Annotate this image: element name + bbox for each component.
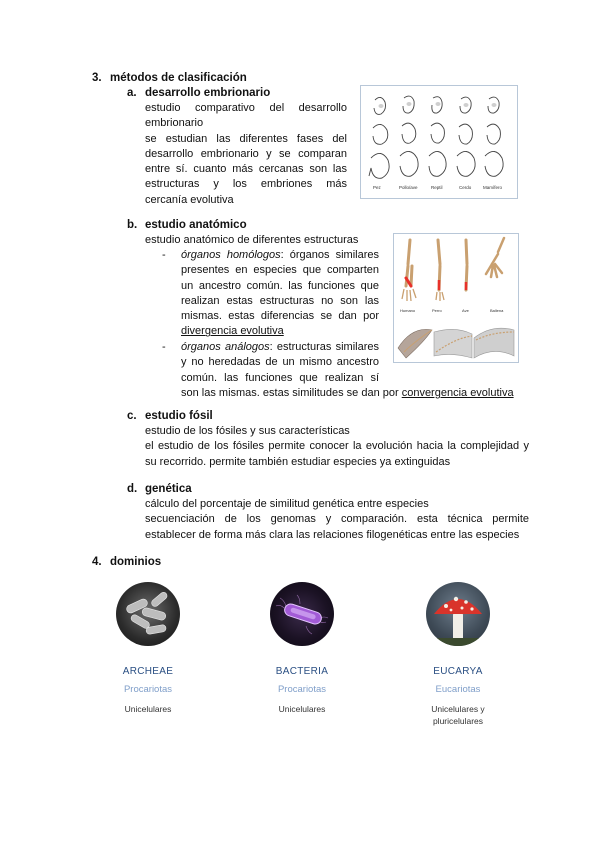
text-line: secuenciación de los genomas y comparación. esta técnica permite [145,513,529,526]
domain-cells [388,703,528,727]
text-line: pluricelulares [432,716,484,726]
bullet-analogos-last-line [181,386,514,401]
domain-type: Procariotas [277,684,327,695]
text-line: desarrollo embrionario y se comparan [145,147,347,160]
domain-name: BACTERIA [275,666,329,677]
text-line [181,340,379,355]
text-line: estudio de los fósiles y sus características [145,425,350,437]
text-line: un ancestro común. las funciones que [181,279,379,292]
text-line: estudio comparativo del desarrollo [145,102,347,114]
subsection-b-letter: b. [127,219,138,231]
embryo-label: Pez [373,185,381,190]
bullet-dash: - [162,341,166,353]
text-line: cálculo del porcentaje de similitud genética entre especies [145,498,429,510]
wing-drawings [394,318,518,362]
subsection-a-body [145,101,347,208]
domain-name: ARCHEAE [122,666,174,677]
section-3-number: 3. [92,72,102,84]
text-line: común. las funciones que realizan sí [181,371,379,384]
bullet-homologos [181,248,379,340]
subsection-c-letter: c. [127,410,137,422]
subsection-a-letter: a. [127,87,137,99]
bacteria-image [270,582,334,646]
limb-label: Perro [432,308,442,313]
text-line: Unicelulares y [431,704,485,714]
analogous-wings-image [393,318,519,363]
limb-label: Humano [400,308,416,313]
text-fragment: : órganos similares [280,249,379,261]
homologous-limbs-image [393,233,519,320]
subsection-c-title: estudio fósil [145,410,213,422]
text-line: presentes en especies que comparten [181,264,379,277]
limb-label: Ave [462,308,469,313]
text-line: se estudian las diferentes fases del [145,132,347,145]
limb-drawings [394,234,518,319]
subsection-a-title: desarrollo embrionario [145,87,271,99]
text-line: cercanía evolutiva [145,193,234,206]
domain-cells: Unicelulares [278,704,326,714]
limb-label: Ballena [490,308,504,313]
archaea-image [116,582,180,646]
subsection-d-body [145,497,529,543]
text-line: su recorrido. permite también estudiar especies ya extinguidas [145,455,451,468]
embryo-label: Mamífero [483,185,503,190]
embryo-drawings [361,86,517,198]
term-homologos: órganos homólogos [181,249,281,261]
text-fragment: : estructuras similares [269,341,379,353]
subsection-d-letter: d. [127,483,138,495]
bacterium [270,582,334,646]
mushroom [426,582,490,646]
domain-cells: Unicelulares [124,704,172,714]
subsection-c-body [145,424,529,470]
archaea-cells [116,582,180,646]
section-4-number: 4. [92,556,102,568]
term-convergencia: convergencia evolutiva [401,387,514,399]
text-line: estructuras y los embriones más [145,178,347,191]
text-line: establecer de forma más clara las relaciones filogenéticas entre las especies [145,528,520,541]
text-line: el estudio de los fósiles permite conocer la evolución hacia la complejidad y [145,440,529,453]
bullet-dash: - [162,249,166,261]
term-divergencia: divergencia evolutiva [181,325,284,338]
text-line: entre sí. cuanto más cercanas son las [145,163,347,176]
section-3-title: métodos de clasificación [110,72,247,84]
subsection-d-title: genética [145,483,192,495]
subsection-b-intro: estudio anatómico de diferentes estructuras [145,234,359,246]
text-line: mismas. estas diferencias se dan por [181,310,379,323]
domain-type: Eucariotas [435,684,481,695]
embryo-comparison-image [360,85,518,199]
embryo-label: Pollo/ave [399,185,418,190]
embryo-label: Cerdo [459,185,472,190]
text-line: realizan estas estructuras no son las [181,294,379,307]
text-line: y no heredadas de un mismo ancestro [181,356,379,369]
section-4-title: dominios [110,556,162,568]
text-line: embrionario [145,117,204,130]
domain-type: Procariotas [123,684,173,695]
embryo-label: Reptil [431,185,443,190]
text-fragment: son las mismas. estas similitudes se dan por [181,387,402,399]
term-analogos: órganos análogos [181,341,270,353]
subsection-b-title: estudio anatómico [145,219,247,231]
bullet-analogos [181,340,379,386]
eucarya-image [426,582,490,646]
text-line [181,248,379,263]
domain-name: EUCARYA [433,666,483,677]
